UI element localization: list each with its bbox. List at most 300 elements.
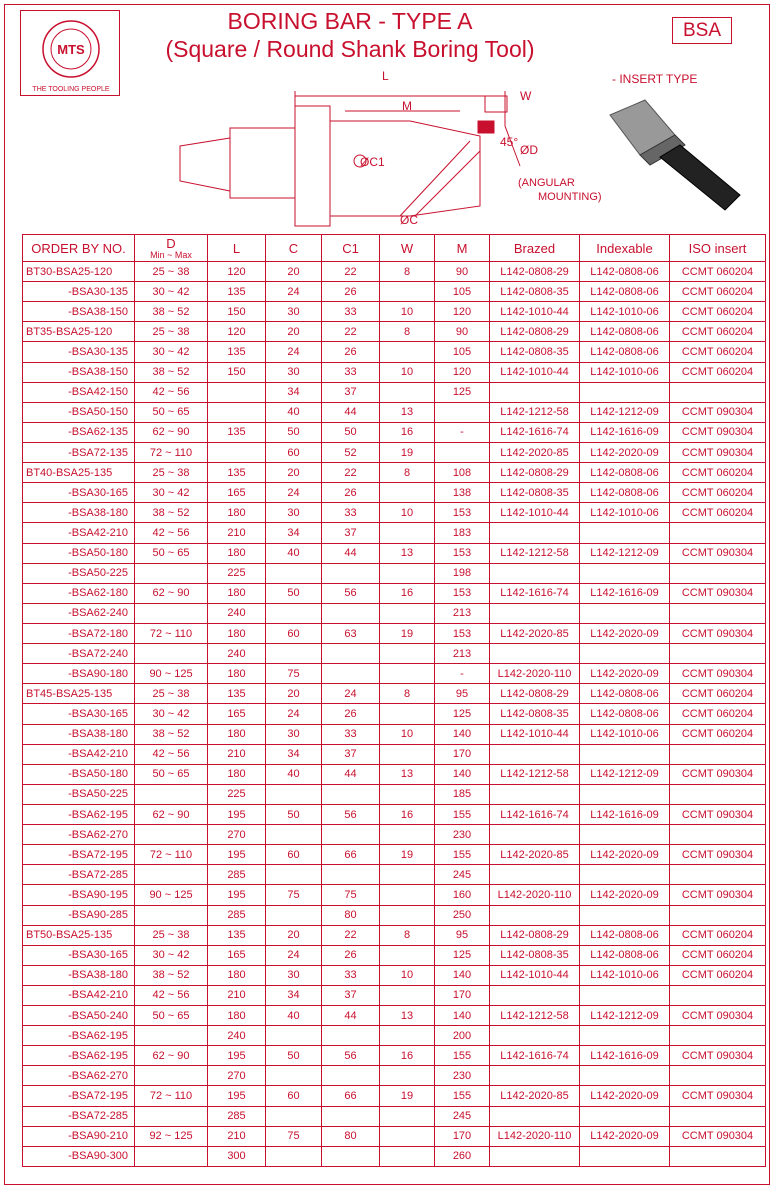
cell-l: 165: [208, 483, 266, 503]
cell-indexable: L142-2020-09: [580, 442, 670, 462]
cell-w: 16: [380, 422, 435, 442]
cell-indexable: L142-1010-06: [580, 965, 670, 985]
cell-d: 72 ~ 110: [135, 623, 208, 643]
cell-indexable: L142-2020-09: [580, 1126, 670, 1146]
cell-d: 50 ~ 65: [135, 764, 208, 784]
cell-c1: 33: [322, 503, 380, 523]
cell-iso: CCMT 060204: [670, 302, 766, 322]
cell-iso: CCMT 090304: [670, 885, 766, 905]
product-code-badge: BSA: [672, 17, 732, 44]
cell-brazed: L142-2020-85: [490, 845, 580, 865]
cell-iso: CCMT 090304: [670, 1086, 766, 1106]
cell-order: -BSA42-210: [23, 985, 135, 1005]
cell-w: 10: [380, 362, 435, 382]
cell-l: 285: [208, 865, 266, 885]
cell-w: 10: [380, 724, 435, 744]
cell-c1: [322, 603, 380, 623]
cell-iso: CCMT 090304: [670, 845, 766, 865]
cell-m: 125: [435, 704, 490, 724]
cell-order: -BSA62-240: [23, 603, 135, 623]
cell-m: 170: [435, 985, 490, 1005]
cell-c: [266, 1026, 322, 1046]
cell-iso: [670, 825, 766, 845]
cell-c: [266, 563, 322, 583]
cell-order: -BSA50-180: [23, 764, 135, 784]
cell-l: 195: [208, 1086, 266, 1106]
table-row: [23, 1046, 766, 1066]
cell-m: 230: [435, 825, 490, 845]
cell-indexable: L142-0808-06: [580, 463, 670, 483]
cell-d: 30 ~ 42: [135, 282, 208, 302]
cell-m: 125: [435, 945, 490, 965]
cell-l: 240: [208, 644, 266, 664]
col-order: ORDER BY NO.: [23, 235, 135, 262]
cell-iso: CCMT 060204: [670, 965, 766, 985]
cell-m: 140: [435, 965, 490, 985]
cell-c: 75: [266, 1126, 322, 1146]
dim-c-label: ØC: [400, 213, 418, 227]
cell-w: [380, 1026, 435, 1046]
cell-m: 170: [435, 1126, 490, 1146]
mounting-note-2: MOUNTING): [538, 191, 602, 203]
cell-l: 195: [208, 804, 266, 824]
cell-w: [380, 945, 435, 965]
cell-order: -BSA50-225: [23, 563, 135, 583]
cell-l: [208, 382, 266, 402]
cell-indexable: L142-0808-06: [580, 262, 670, 282]
cell-l: [208, 402, 266, 422]
cell-c1: 80: [322, 905, 380, 925]
cell-c: 20: [266, 463, 322, 483]
cell-m: [435, 442, 490, 462]
cell-d: [135, 644, 208, 664]
cell-m: 95: [435, 925, 490, 945]
cell-indexable: [580, 1026, 670, 1046]
cell-w: [380, 644, 435, 664]
cell-l: 195: [208, 845, 266, 865]
cell-c: 50: [266, 1046, 322, 1066]
cell-d: 25 ~ 38: [135, 684, 208, 704]
cell-l: 270: [208, 1066, 266, 1086]
dim-w-label: W: [520, 89, 532, 103]
cell-w: 13: [380, 1006, 435, 1026]
cell-l: 165: [208, 704, 266, 724]
cell-iso: CCMT 060204: [670, 704, 766, 724]
cell-brazed: [490, 865, 580, 885]
cell-iso: CCMT 090304: [670, 764, 766, 784]
cell-order: -BSA90-210: [23, 1126, 135, 1146]
cell-indexable: [580, 1066, 670, 1086]
cell-d: 62 ~ 90: [135, 1046, 208, 1066]
table-row: [23, 684, 766, 704]
cell-c1: [322, 784, 380, 804]
cell-m: 125: [435, 382, 490, 402]
cell-brazed: L142-0808-29: [490, 262, 580, 282]
table-row: [23, 965, 766, 985]
cell-w: [380, 563, 435, 583]
cell-l: 180: [208, 664, 266, 684]
cell-order: -BSA62-270: [23, 1066, 135, 1086]
cell-w: [380, 985, 435, 1005]
cell-brazed: L142-0808-29: [490, 684, 580, 704]
cell-indexable: [580, 1106, 670, 1126]
cell-order: -BSA38-150: [23, 302, 135, 322]
cell-c: 34: [266, 744, 322, 764]
cell-iso: [670, 985, 766, 1005]
cell-order: BT40-BSA25-135: [23, 463, 135, 483]
cell-brazed: L142-0808-29: [490, 322, 580, 342]
cell-m: 155: [435, 1046, 490, 1066]
cell-l: 180: [208, 724, 266, 744]
cell-order: -BSA42-210: [23, 744, 135, 764]
cell-brazed: L142-0808-29: [490, 925, 580, 945]
cell-indexable: L142-1010-06: [580, 362, 670, 382]
cell-w: 19: [380, 845, 435, 865]
table-row: [23, 1026, 766, 1046]
cell-w: [380, 664, 435, 684]
cell-l: 180: [208, 543, 266, 563]
cell-brazed: L142-1212-58: [490, 543, 580, 563]
cell-brazed: [490, 985, 580, 1005]
cell-w: [380, 1126, 435, 1146]
cell-l: 180: [208, 1006, 266, 1026]
cell-indexable: [580, 905, 670, 925]
cell-order: BT50-BSA25-135: [23, 925, 135, 945]
cell-c1: 26: [322, 342, 380, 362]
table-row: [23, 1146, 766, 1166]
cell-w: 16: [380, 583, 435, 603]
cell-indexable: [580, 784, 670, 804]
table-row: [23, 1066, 766, 1086]
cell-c1: 44: [322, 543, 380, 563]
cell-d: 38 ~ 52: [135, 503, 208, 523]
cell-indexable: L142-1212-09: [580, 402, 670, 422]
cell-c1: 26: [322, 483, 380, 503]
cell-w: [380, 342, 435, 362]
cell-l: 135: [208, 342, 266, 362]
cell-d: 25 ~ 38: [135, 925, 208, 945]
cell-m: 260: [435, 1146, 490, 1166]
cell-c1: 56: [322, 583, 380, 603]
cell-order: -BSA72-135: [23, 442, 135, 462]
cell-l: 210: [208, 744, 266, 764]
cell-iso: CCMT 090304: [670, 1046, 766, 1066]
cell-m: -: [435, 664, 490, 684]
cell-indexable: [580, 523, 670, 543]
cell-c: 60: [266, 845, 322, 865]
table-row: [23, 845, 766, 865]
cell-c1: 37: [322, 744, 380, 764]
cell-c1: 56: [322, 804, 380, 824]
cell-c: [266, 1066, 322, 1086]
cell-indexable: L142-0808-06: [580, 925, 670, 945]
cell-d: 38 ~ 52: [135, 362, 208, 382]
cell-c1: 33: [322, 302, 380, 322]
cell-brazed: L142-1010-44: [490, 362, 580, 382]
cell-w: 10: [380, 503, 435, 523]
cell-c: 34: [266, 382, 322, 402]
cell-brazed: L142-2020-85: [490, 1086, 580, 1106]
cell-brazed: L142-0808-29: [490, 463, 580, 483]
cell-c: [266, 784, 322, 804]
cell-brazed: [490, 382, 580, 402]
cell-iso: [670, 1066, 766, 1086]
table-row: [23, 422, 766, 442]
table-row: [23, 523, 766, 543]
cell-iso: [670, 1026, 766, 1046]
cell-iso: [670, 1146, 766, 1166]
cell-c1: 26: [322, 282, 380, 302]
cell-indexable: L142-1010-06: [580, 302, 670, 322]
cell-c1: [322, 1106, 380, 1126]
cell-c1: 50: [322, 422, 380, 442]
cell-order: BT35-BSA25-120: [23, 322, 135, 342]
cell-indexable: L142-1616-09: [580, 1046, 670, 1066]
table-row: [23, 925, 766, 945]
cell-m: 153: [435, 543, 490, 563]
cell-indexable: [580, 1146, 670, 1166]
cell-c1: [322, 1146, 380, 1166]
cell-iso: [670, 382, 766, 402]
table-row: [23, 322, 766, 342]
cell-order: -BSA30-165: [23, 483, 135, 503]
cell-w: [380, 1066, 435, 1086]
cell-l: 135: [208, 684, 266, 704]
cell-d: 42 ~ 56: [135, 985, 208, 1005]
table-row: [23, 825, 766, 845]
cell-c1: [322, 1066, 380, 1086]
cell-d: [135, 563, 208, 583]
table-row: [23, 1126, 766, 1146]
cell-order: -BSA72-240: [23, 644, 135, 664]
cell-indexable: L142-2020-09: [580, 664, 670, 684]
cell-order: -BSA90-180: [23, 664, 135, 684]
cell-indexable: [580, 865, 670, 885]
cell-w: [380, 905, 435, 925]
cell-m: 140: [435, 764, 490, 784]
cell-w: 8: [380, 322, 435, 342]
cell-w: 13: [380, 764, 435, 784]
insert-type-label: - INSERT TYPE: [612, 72, 698, 86]
cell-d: 38 ~ 52: [135, 302, 208, 322]
cell-c: 75: [266, 885, 322, 905]
cell-l: 135: [208, 463, 266, 483]
cell-w: 19: [380, 1086, 435, 1106]
table-row: [23, 442, 766, 462]
cell-indexable: L142-1616-09: [580, 422, 670, 442]
cell-l: 210: [208, 523, 266, 543]
cell-l: 150: [208, 302, 266, 322]
cell-c: 24: [266, 704, 322, 724]
cell-order: -BSA50-150: [23, 402, 135, 422]
cell-c1: 66: [322, 845, 380, 865]
cell-w: [380, 523, 435, 543]
cell-c1: [322, 644, 380, 664]
cell-w: 16: [380, 804, 435, 824]
col-d: [135, 235, 208, 262]
cell-c1: [322, 865, 380, 885]
cell-brazed: [490, 744, 580, 764]
cell-c: [266, 1146, 322, 1166]
cell-indexable: [580, 603, 670, 623]
company-logo: [20, 10, 120, 96]
cell-order: -BSA62-195: [23, 1026, 135, 1046]
cell-m: 153: [435, 503, 490, 523]
col-c: C: [266, 235, 322, 262]
cell-iso: CCMT 060204: [670, 925, 766, 945]
cell-l: 180: [208, 583, 266, 603]
cell-brazed: L142-2020-110: [490, 885, 580, 905]
cell-c: 40: [266, 1006, 322, 1026]
cell-order: -BSA50-240: [23, 1006, 135, 1026]
cell-c1: 63: [322, 623, 380, 643]
cell-w: 13: [380, 402, 435, 422]
cell-brazed: [490, 1106, 580, 1126]
cell-iso: [670, 603, 766, 623]
cell-iso: CCMT 090304: [670, 804, 766, 824]
cell-iso: CCMT 060204: [670, 342, 766, 362]
cell-m: [435, 402, 490, 422]
col-d-sub: Min ~ Max: [150, 250, 192, 260]
cell-order: -BSA30-135: [23, 282, 135, 302]
cell-m: 170: [435, 744, 490, 764]
dim-l-label: L: [382, 69, 389, 83]
cell-d: [135, 1026, 208, 1046]
cell-order: -BSA72-285: [23, 1106, 135, 1126]
cell-d: [135, 1066, 208, 1086]
cell-brazed: [490, 1026, 580, 1046]
table-row: [23, 563, 766, 583]
cell-l: 135: [208, 925, 266, 945]
cell-d: 30 ~ 42: [135, 342, 208, 362]
table-row: [23, 382, 766, 402]
cell-c: 40: [266, 402, 322, 422]
cell-c1: [322, 664, 380, 684]
cell-c: 20: [266, 322, 322, 342]
table-row: [23, 664, 766, 684]
cell-indexable: L142-0808-06: [580, 483, 670, 503]
col-indexable: Indexable: [580, 235, 670, 262]
cell-m: 213: [435, 644, 490, 664]
cell-d: 90 ~ 125: [135, 664, 208, 684]
table-row: [23, 402, 766, 422]
cell-order: -BSA42-150: [23, 382, 135, 402]
cell-order: -BSA42-210: [23, 523, 135, 543]
cell-brazed: L142-1010-44: [490, 724, 580, 744]
cell-c1: 44: [322, 1006, 380, 1026]
cell-c1: 37: [322, 985, 380, 1005]
table-row: [23, 302, 766, 322]
col-iso: ISO insert: [670, 235, 766, 262]
cell-c: 34: [266, 523, 322, 543]
cell-c: [266, 825, 322, 845]
cell-brazed: L142-1010-44: [490, 503, 580, 523]
product-photo: [600, 95, 750, 220]
cell-w: [380, 704, 435, 724]
cell-indexable: L142-0808-06: [580, 322, 670, 342]
cell-m: 245: [435, 1106, 490, 1126]
cell-c: 30: [266, 503, 322, 523]
cell-c1: 22: [322, 262, 380, 282]
table-row: [23, 784, 766, 804]
cell-brazed: L142-1212-58: [490, 402, 580, 422]
cell-brazed: L142-0808-35: [490, 483, 580, 503]
col-d-label: D: [166, 236, 176, 251]
cell-indexable: L142-1616-09: [580, 583, 670, 603]
table-row: [23, 905, 766, 925]
cell-d: [135, 603, 208, 623]
cell-c1: [322, 1026, 380, 1046]
table-row: [23, 865, 766, 885]
cell-m: 160: [435, 885, 490, 905]
cell-c1: 56: [322, 1046, 380, 1066]
cell-d: 25 ~ 38: [135, 463, 208, 483]
cell-d: 38 ~ 52: [135, 724, 208, 744]
logo-letters: MTS: [57, 42, 85, 57]
table-row: [23, 282, 766, 302]
cell-indexable: L142-0808-06: [580, 684, 670, 704]
cell-c1: [322, 563, 380, 583]
cell-m: 213: [435, 603, 490, 623]
cell-w: [380, 1106, 435, 1126]
cell-w: 10: [380, 302, 435, 322]
cell-m: 120: [435, 362, 490, 382]
cell-w: 16: [380, 1046, 435, 1066]
cell-brazed: L142-1616-74: [490, 804, 580, 824]
cell-l: 210: [208, 1126, 266, 1146]
cell-c1: 33: [322, 362, 380, 382]
cell-c: 30: [266, 362, 322, 382]
cell-indexable: [580, 382, 670, 402]
cell-d: 62 ~ 90: [135, 583, 208, 603]
cell-order: -BSA90-285: [23, 905, 135, 925]
cell-indexable: L142-1010-06: [580, 724, 670, 744]
cell-order: -BSA62-270: [23, 825, 135, 845]
cell-indexable: L142-2020-09: [580, 845, 670, 865]
cell-l: 180: [208, 764, 266, 784]
cell-brazed: [490, 563, 580, 583]
cell-order: -BSA38-150: [23, 362, 135, 382]
cell-indexable: L142-1212-09: [580, 764, 670, 784]
boring-bar-drawing: [160, 66, 620, 231]
cell-order: -BSA72-195: [23, 845, 135, 865]
cell-d: 42 ~ 56: [135, 744, 208, 764]
cell-m: 230: [435, 1066, 490, 1086]
cell-d: 25 ~ 38: [135, 322, 208, 342]
cell-iso: [670, 865, 766, 885]
cell-m: 185: [435, 784, 490, 804]
cell-brazed: L142-2020-85: [490, 623, 580, 643]
cell-c1: [322, 825, 380, 845]
cell-c: 34: [266, 985, 322, 1005]
cell-c: 24: [266, 342, 322, 362]
dim-m-label: M: [402, 99, 412, 113]
cell-iso: CCMT 090304: [670, 1006, 766, 1026]
cell-iso: CCMT 060204: [670, 724, 766, 744]
cell-c1: 52: [322, 442, 380, 462]
cell-m: -: [435, 422, 490, 442]
table-row: [23, 744, 766, 764]
table-row: [23, 885, 766, 905]
cell-iso: CCMT 060204: [670, 463, 766, 483]
cell-c: 24: [266, 282, 322, 302]
cell-l: 285: [208, 1106, 266, 1126]
cell-indexable: L142-2020-09: [580, 1086, 670, 1106]
cell-d: 50 ~ 65: [135, 543, 208, 563]
cell-w: 19: [380, 442, 435, 462]
cell-d: 92 ~ 125: [135, 1126, 208, 1146]
cell-w: [380, 784, 435, 804]
